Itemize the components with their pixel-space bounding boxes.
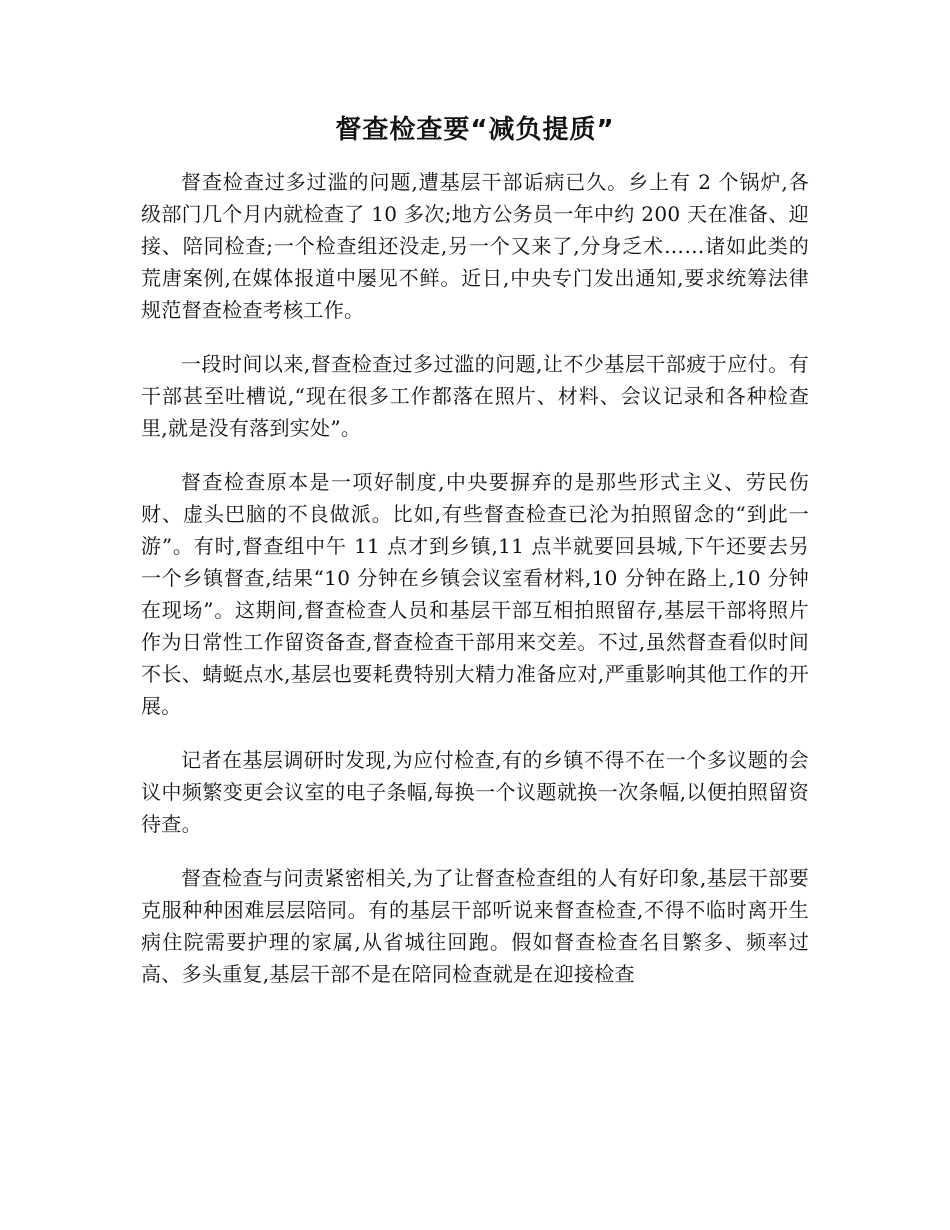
paragraph-4: 记者在基层调研时发现,为应付检查,有的乡镇不得不在一个多议题的会议中频繁变更会议室的电子条幅,每换一个议题就换一次条幅,以便拍照留资待查。 <box>141 748 809 836</box>
paragraph-5: 督查检查与问责紧密相关,为了让督查检查组的人有好印象,基层干部要克服种种困难层层陪同。有的基层干部听说来督查检查,不得不临时离开生病住院需要护理的家属,从省城往回跑。假如督查检查名目繁多、频率过高、多头重复,基层干部不是在陪同检查就是在迎接检查 <box>141 866 809 986</box>
document-body <box>141 166 809 1012</box>
paragraph-3: 督查检查原本是一项好制度,中央要摒弃的是那些形式主义、劳民伤财、虚头巴脑的不良做派。比如,有些督查检查已沦为拍照留念的“到此一游”。有时,督查组中午 11 点才到乡镇,11 点半就要回县城,下午还要去另一个乡镇督查,结果“10 分钟在乡镇会议室看材料,10 分钟在路上,10 分钟在现场”。这期间,督查检查人员和基层干部互相拍照留存,基层干部将照片作为日常性工作留资备查,督查检查干部用来交差。不过,虽然督查看似时间不长、蜻蜓点水,基层也要耗费特别大精力准备应对,严重影响其他工作的开展。 <box>141 470 809 718</box>
document-title: 督查检查要“减负提质” <box>335 115 615 145</box>
paragraph-1: 督查检查过多过滥的问题,遭基层干部诟病已久。乡上有 2 个锅炉,各级部门几个月内就检查了 10 多次;地方公务员一年中约 200 天在准备、迎接、陪同检查;一个检查组还没走,另一个又来了,分身乏术……诸如此类的荒唐案例,在媒体报道中屡见不鲜。近日,中央专门发出通知,要求统筹法律规范督查检查考核工作。 <box>141 170 809 322</box>
paragraph-2: 一段时间以来,督查检查过多过滥的问题,让不少基层干部疲于应付。有干部甚至吐槽说,“现在很多工作都落在照片、材料、会议记录和各种检查里,就是没有落到实处”。 <box>141 352 809 440</box>
